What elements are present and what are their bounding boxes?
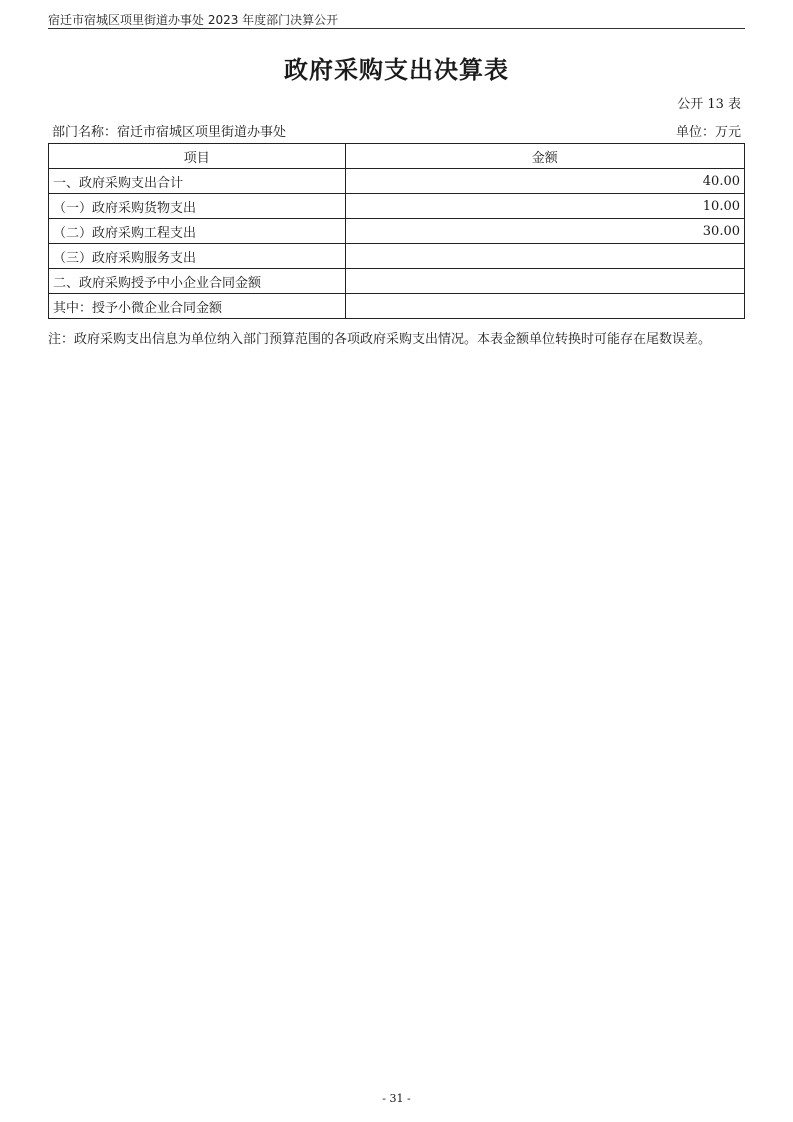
- header-item: 项目: [49, 144, 346, 169]
- row-item: 其中：授予小微企业合同金额: [49, 294, 346, 319]
- header-amount: 金额: [345, 144, 744, 169]
- department-name: 部门名称：宿迁市宿城区项里街道办事处: [52, 125, 287, 140]
- document-title: 政府采购支出决算表: [284, 56, 509, 84]
- row-item: 一、政府采购支出合计: [49, 169, 346, 194]
- row-item: （三）政府采购服务支出: [49, 244, 346, 269]
- running-header: 宿迁市宿城区项里街道办事处 2023 年度部门决算公开: [48, 13, 339, 27]
- row-amount: [345, 294, 744, 319]
- table-header-row: [49, 144, 745, 169]
- table-row: [49, 219, 745, 244]
- page-number: - 31 -: [382, 1092, 411, 1105]
- table-row: [49, 169, 745, 194]
- table-row: [49, 244, 745, 269]
- row-amount: 40.00: [345, 169, 744, 194]
- row-item: （一）政府采购货物支出: [49, 194, 346, 219]
- table-number: 公开 13 表: [677, 97, 741, 112]
- table-row: [49, 294, 745, 319]
- procurement-table: [48, 143, 745, 319]
- row-item: （二）政府采购工程支出: [49, 219, 346, 244]
- header-rule: [48, 28, 745, 29]
- table-row: [49, 269, 745, 294]
- footnote: 注：政府采购支出信息为单位纳入部门预算范围的各项政府采购支出情况。本表金额单位转换时可能存在尾数误差。: [48, 332, 712, 347]
- unit-label: 单位：万元: [675, 125, 741, 140]
- row-amount: 10.00: [345, 194, 744, 219]
- table-row: [49, 194, 745, 219]
- row-amount: [345, 269, 744, 294]
- row-amount: [345, 244, 744, 269]
- row-item: 二、政府采购授予中小企业合同金额: [49, 269, 346, 294]
- row-amount: 30.00: [345, 219, 744, 244]
